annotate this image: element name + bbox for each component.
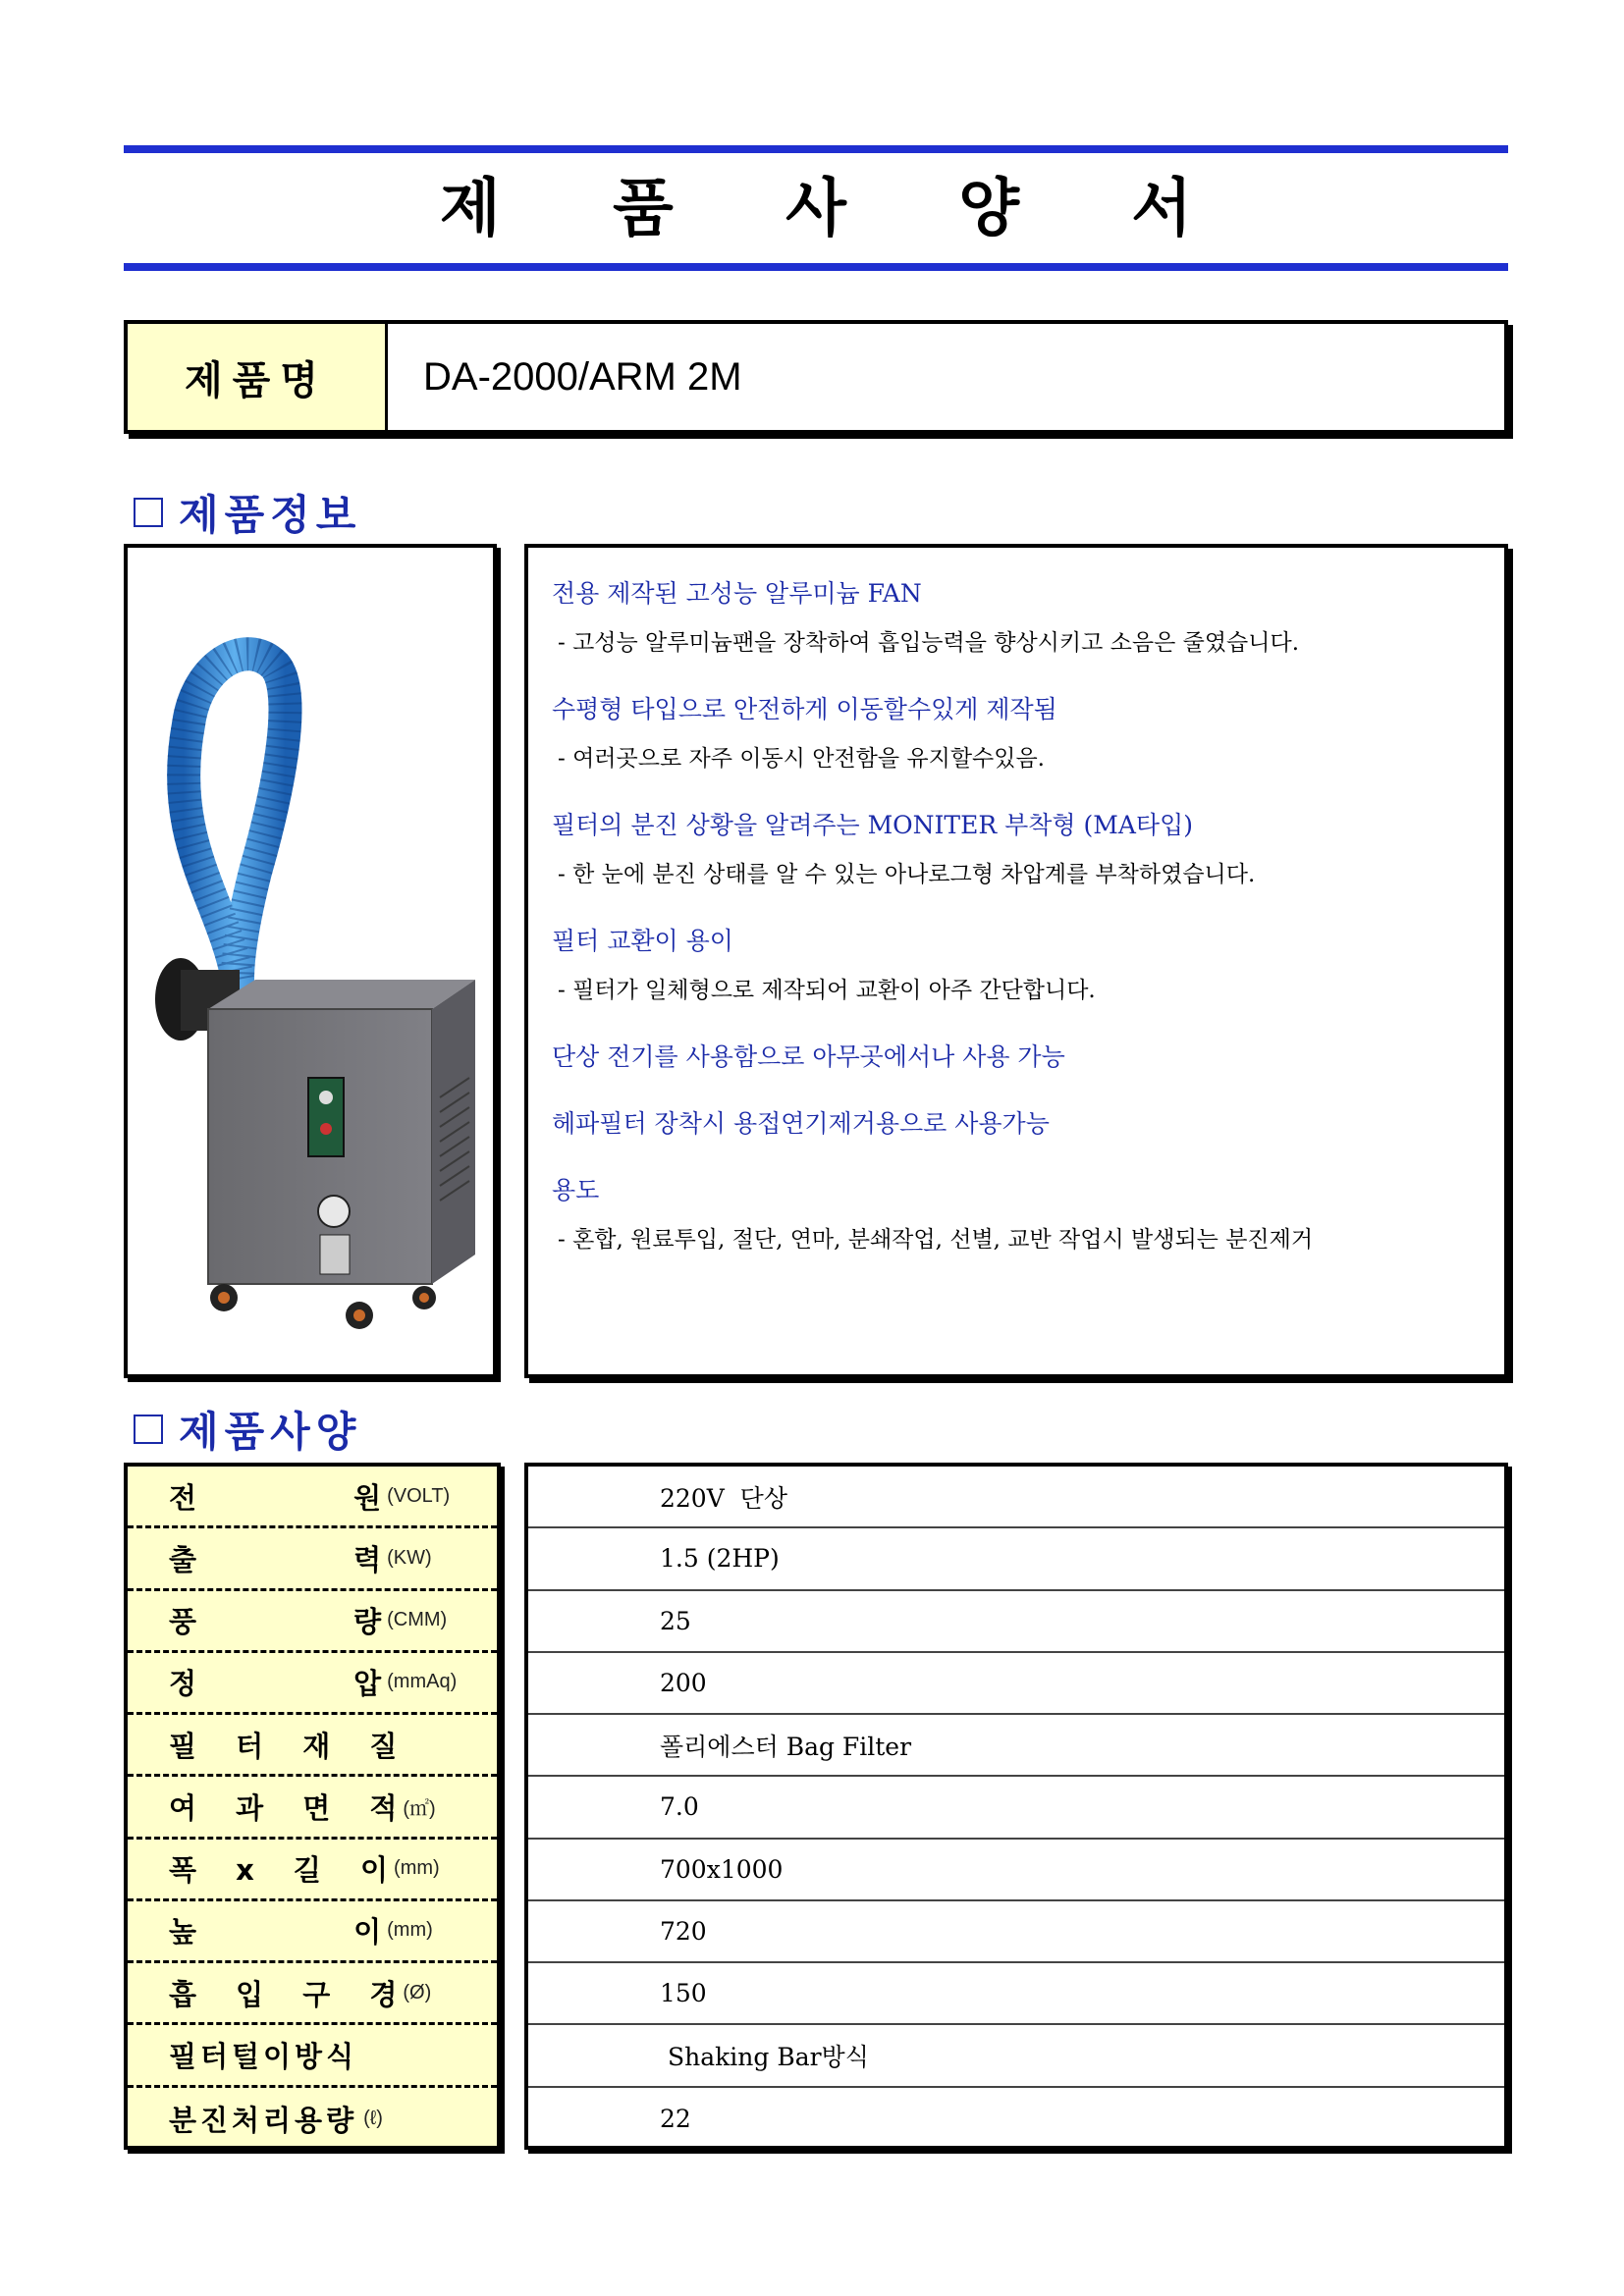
- title-bottom-rule: [124, 263, 1508, 271]
- spec-value: 25: [528, 1591, 1504, 1653]
- spec-unit: (Ø): [403, 1981, 432, 2003]
- spec-unit: (mmAq): [387, 1671, 458, 1693]
- document-title: 제 품 사 양 서: [439, 173, 1238, 245]
- spec-unit: (KW): [387, 1546, 432, 1569]
- spec-value: 200: [528, 1653, 1504, 1715]
- spec-label-row: [128, 1777, 497, 1839]
- spec-value: 폴리에스터 Bag Filter: [528, 1715, 1504, 1777]
- spec-label: 높 이: [169, 1915, 382, 1949]
- product-features: [524, 544, 1508, 1378]
- feature-description: - 고성능 알루미늄팬을 장착하여 흡입능력을 향상시키고 소음은 줄였습니다.: [558, 630, 1300, 656]
- spec-unit: (㎡): [403, 1797, 436, 1820]
- feature-item: [552, 809, 1479, 891]
- product-info-heading: [134, 483, 361, 542]
- feature-description: - 필터가 일체형으로 제작되어 교환이 아주 간단합니다.: [558, 978, 1096, 1003]
- feature-title: 필터의 분진 상황을 알려주는 MONITER 부착형 (MA타입): [552, 811, 1193, 839]
- feature-title: 필터 교환이 용이: [552, 927, 733, 955]
- spec-label-row: [128, 1528, 497, 1590]
- feature-description: - 한 눈에 분진 상태를 알 수 있는 아나로그형 차압계를 부착하였습니다.: [558, 862, 1256, 887]
- spec-value: 150: [528, 1963, 1504, 2025]
- checkbox-square-icon: [134, 1415, 163, 1444]
- spec-unit: (mm): [387, 1919, 433, 1942]
- spec-label: 전 원: [169, 1480, 382, 1515]
- spec-value: 22: [660, 2104, 691, 2133]
- spec-label: 흡 입 구 경: [169, 1977, 398, 2011]
- spec-label-row: [128, 1653, 497, 1715]
- feature-title: 단상 전기를 사용함으로 아무곳에서나 사용 가능: [552, 1042, 1065, 1071]
- spec-label: 풍 량: [169, 1605, 382, 1639]
- product-info-heading-text: 제품정보: [179, 491, 362, 539]
- product-name-value: DA-2000/ARM 2M: [423, 354, 742, 399]
- product-name-label: 제품명: [128, 324, 388, 430]
- spec-unit: (CMM): [387, 1609, 448, 1631]
- spec-label-row: [128, 1840, 497, 1901]
- dust-collector-illustration: [128, 548, 493, 1374]
- spec-value: 220V 단상: [528, 1467, 1504, 1528]
- spec-label-row: [128, 1715, 497, 1777]
- spec-value: 1.5 (2HP): [528, 1528, 1504, 1590]
- feature-title: 헤파필터 장착시 용접연기제거용으로 사용가능: [552, 1109, 1050, 1138]
- spec-label: 정 압: [169, 1667, 382, 1701]
- spec-label-row: [128, 1591, 497, 1653]
- feature-item: [552, 925, 1479, 1007]
- product-spec-heading-text: 제품사양: [179, 1408, 362, 1456]
- spec-label-row: [128, 1901, 497, 1963]
- spec-unit: (mm): [394, 1857, 440, 1880]
- spec-unit: (ℓ): [363, 2107, 383, 2129]
- spec-label-row: [128, 1467, 497, 1528]
- feature-item: [552, 693, 1479, 775]
- spec-label-row: [128, 1963, 497, 2025]
- spec-value: 720: [528, 1901, 1504, 1963]
- feature-item: [552, 577, 1479, 660]
- feature-description: - 혼합, 원료투입, 절단, 연마, 분쇄작업, 선별, 교반 작업시 발생되는 분진제거: [558, 1227, 1314, 1253]
- feature-item: [552, 1041, 1479, 1074]
- spec-label-row: [128, 2025, 497, 2087]
- feature-title: 용도: [552, 1176, 600, 1204]
- feature-title: 전용 제작된 고성능 알루미늄 FAN: [552, 579, 922, 608]
- spec-value: Shaking Bar방식: [528, 2025, 1504, 2087]
- product-spec-heading: [134, 1400, 361, 1459]
- feature-item: [552, 1174, 1479, 1256]
- spec-label: 폭 x 길 이: [169, 1853, 389, 1888]
- feature-title: 수평형 타입으로 안전하게 이동할수있게 제작됨: [552, 695, 1057, 723]
- spec-unit: (VOLT): [387, 1484, 451, 1507]
- spec-label-row: [128, 2088, 497, 2150]
- spec-value: 7.0: [528, 1777, 1504, 1839]
- spec-label: 분진처리용량: [169, 2103, 358, 2137]
- spec-label: 필터털이방식: [169, 2040, 358, 2074]
- spec-label-column: [124, 1463, 501, 2150]
- feature-description: - 여러곳으로 자주 이동시 안전함을 유지할수있음.: [558, 746, 1045, 772]
- product-photo: [124, 544, 497, 1378]
- spec-label: 필 터 재 질: [169, 1729, 398, 1763]
- product-name-box: [124, 320, 1508, 434]
- feature-item: [552, 1107, 1479, 1141]
- title-top-rule: [124, 145, 1508, 153]
- spec-value-column: [524, 1463, 1508, 2150]
- spec-label: 여 과 면 적: [169, 1790, 398, 1825]
- spec-label: 출 력: [169, 1542, 382, 1576]
- checkbox-square-icon: [134, 498, 163, 527]
- spec-value: 700x1000: [528, 1840, 1504, 1901]
